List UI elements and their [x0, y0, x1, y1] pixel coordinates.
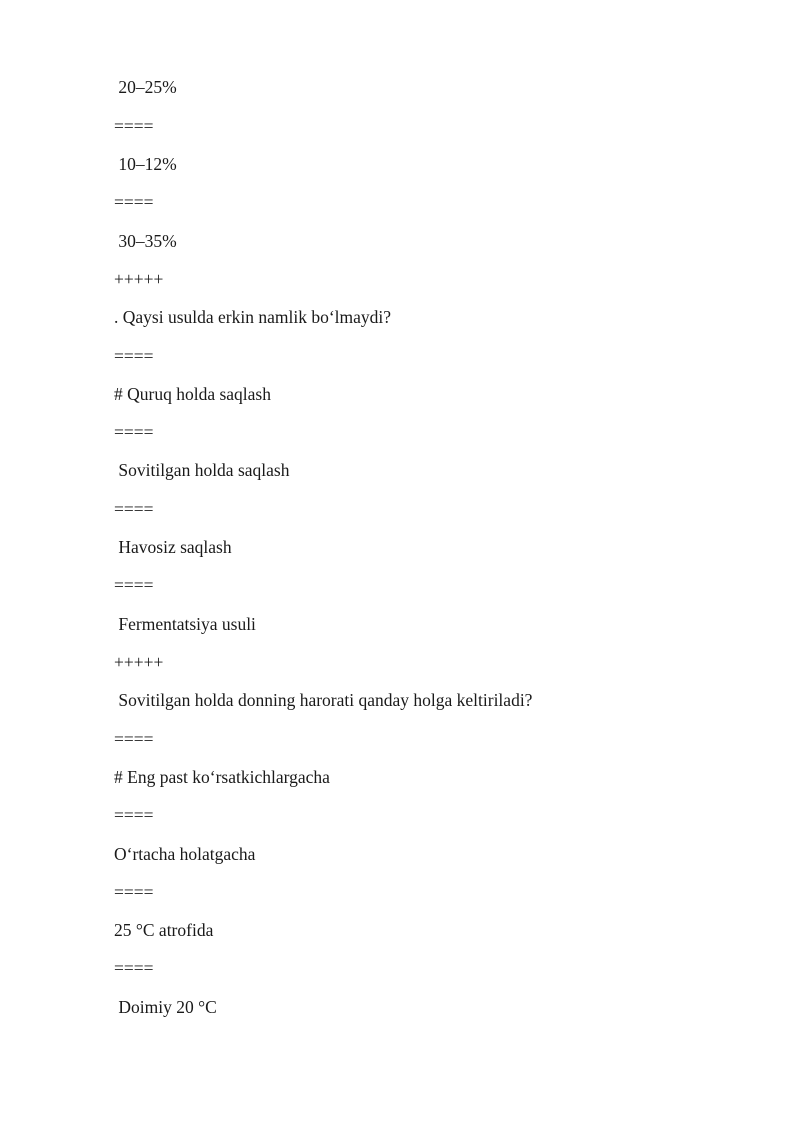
separator: ====: [114, 499, 154, 519]
correct-option-text: # Quruq holda saqlash: [114, 384, 271, 404]
separator: ====: [114, 958, 154, 978]
option-text: Fermentatsiya usuli: [114, 614, 256, 634]
question-text: . Qaysi usulda erkin namlik bo‘lmaydi?: [114, 307, 392, 327]
separator: ====: [114, 192, 154, 212]
separator: ====: [114, 729, 154, 749]
separator: ====: [114, 346, 154, 366]
question-separator: +++++: [114, 652, 164, 672]
separator: ====: [114, 422, 154, 442]
option-text: Havosiz saqlash: [114, 537, 232, 557]
option-text: 20–25%: [114, 77, 177, 97]
separator: ====: [114, 116, 154, 136]
correct-option-text: # Eng past ko‘rsatkichlargacha: [114, 767, 330, 787]
option-text: Doimiy 20 °C: [114, 997, 217, 1017]
option-text: 30–35%: [114, 231, 177, 251]
option-text: O‘rtacha holatgacha: [114, 844, 256, 864]
separator: ====: [114, 805, 154, 825]
option-text: Sovitilgan holda saqlash: [114, 460, 290, 480]
question-text: Sovitilgan holda donning harorati qanday holga keltiriladi?: [114, 690, 533, 710]
separator: ====: [114, 882, 154, 902]
option-text: 10–12%: [114, 154, 177, 174]
separator: ====: [114, 575, 154, 595]
question-separator: +++++: [114, 269, 164, 289]
option-text: 25 °C atrofida: [114, 920, 214, 940]
